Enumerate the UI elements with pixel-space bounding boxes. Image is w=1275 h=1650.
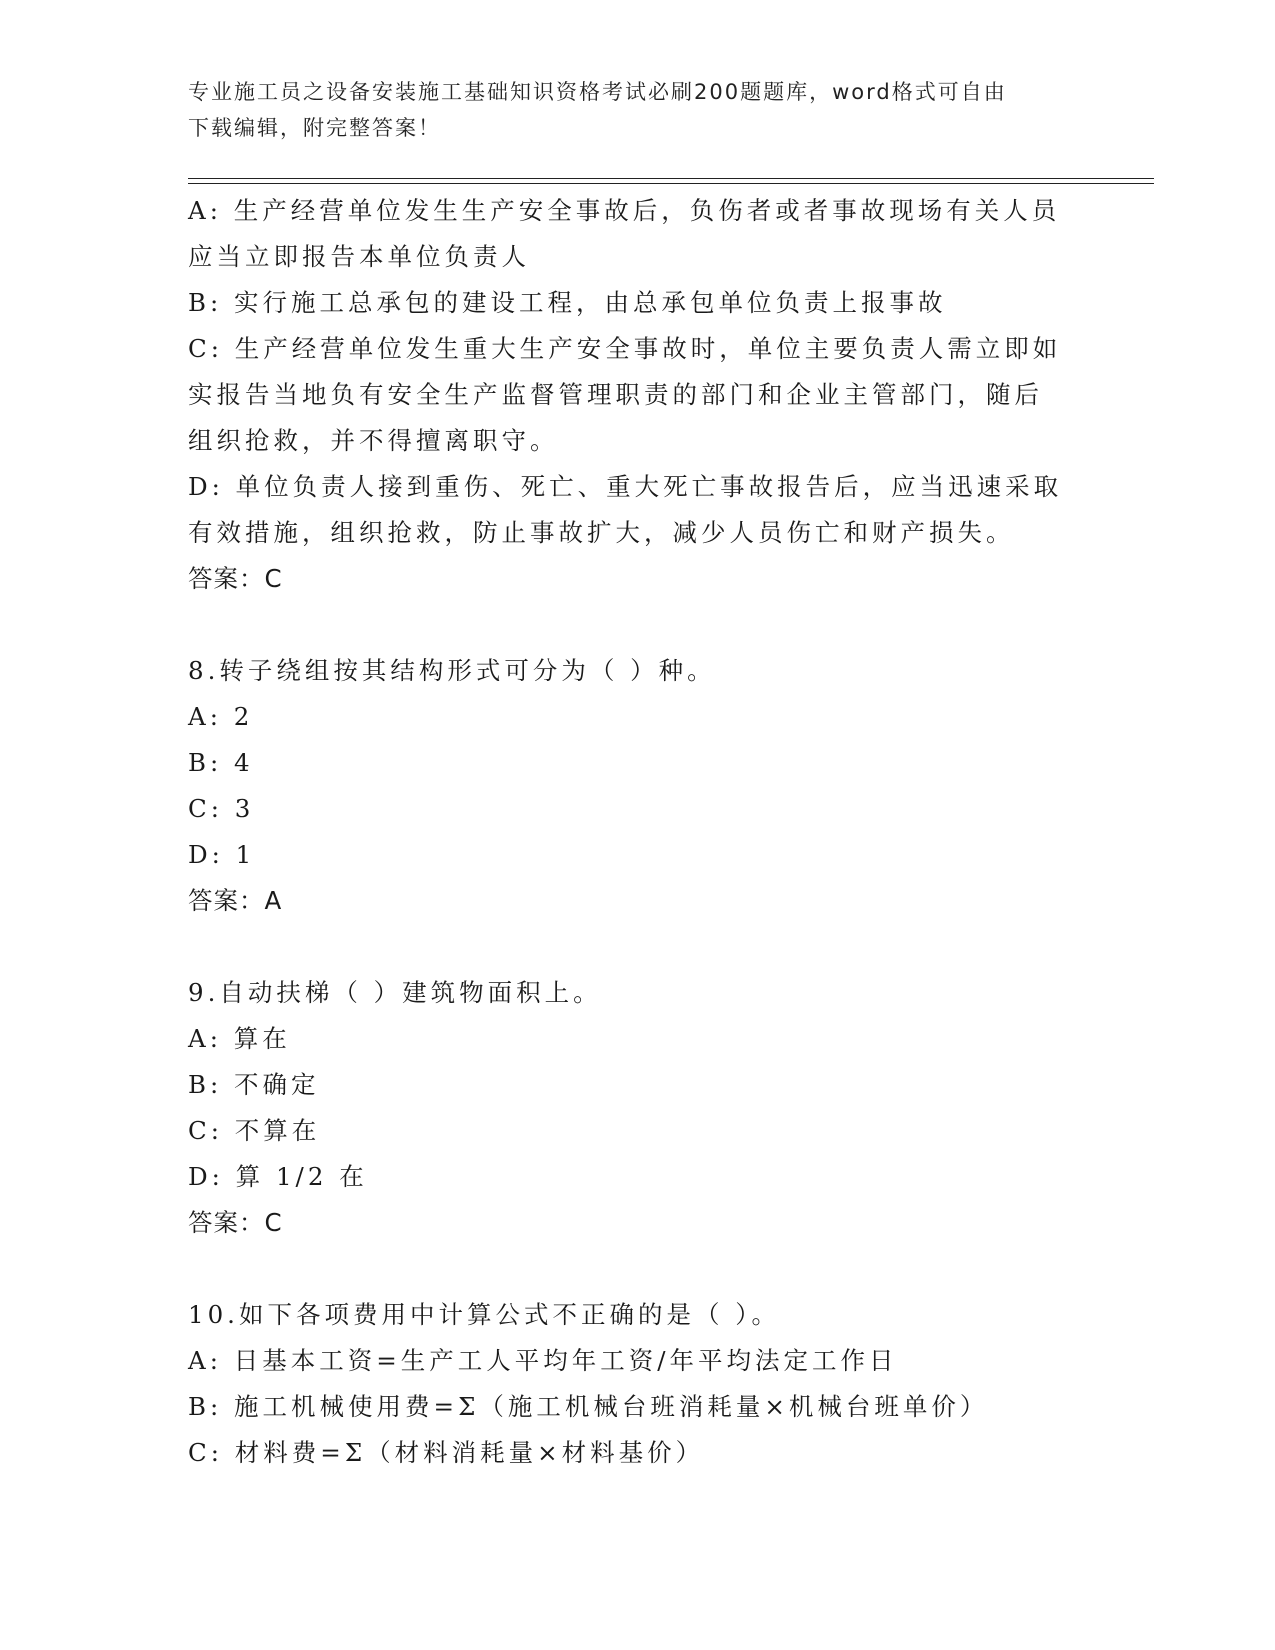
header-line-1: 专业施工员之设备安装施工基础知识资格考试必刷200题题库，word格式可自由 <box>188 80 1007 104</box>
q10-option-c: C: 材料费=Σ（材料消耗量×材料基价） <box>188 1438 705 1467</box>
document-body <box>188 188 1088 1476</box>
question-7-block <box>188 188 1088 602</box>
q8-option-b: B: 4 <box>188 748 254 777</box>
q10-question: 10.如下各项费用中计算公式不正确的是（ ）。 <box>188 1300 780 1329</box>
q8-question: 8.转子绕组按其结构形式可分为（ ）种。 <box>188 656 716 685</box>
q9-answer: 答案：C <box>188 1208 283 1237</box>
q7-option-a-line-2: 应当立即报告本单位负责人 <box>188 242 530 271</box>
q7-option-c-line-1: C: 生产经营单位发生重大生产安全事故时，单位主要负责人需立即如 <box>188 334 1062 363</box>
question-8-block <box>188 648 1088 924</box>
question-9-block <box>188 970 1088 1246</box>
header-divider-top <box>188 178 1154 179</box>
spacer <box>188 1246 1088 1292</box>
q9-option-b: B: 不确定 <box>188 1070 320 1099</box>
q7-option-d-line-2: 有效措施，组织抢救，防止事故扩大，减少人员伤亡和财产损失。 <box>188 518 1015 547</box>
q8-option-d: D: 1 <box>188 840 256 869</box>
spacer <box>188 602 1088 648</box>
spacer <box>188 924 1088 970</box>
q9-option-a: A: 算在 <box>188 1024 291 1053</box>
q7-option-d-line-1: D: 单位负责人接到重伤、死亡、重大死亡事故报告后，应当迅速采取 <box>188 472 1063 501</box>
q8-option-a: A: 2 <box>188 702 254 731</box>
q7-option-c-line-2: 实报告当地负有安全生产监督管理职责的部门和企业主管部门，随后 <box>188 380 1043 409</box>
q10-option-b: B: 施工机械使用费=Σ（施工机械台班消耗量×机械台班单价） <box>188 1392 989 1421</box>
q8-answer: 答案：A <box>188 886 283 915</box>
q7-answer: 答案：C <box>188 564 283 593</box>
document-header <box>188 74 1068 146</box>
q7-option-b: B: 实行施工总承包的建设工程，由总承包单位负责上报事故 <box>188 288 947 317</box>
q8-option-c: C: 3 <box>188 794 255 823</box>
q9-option-d: D: 算 1/2 在 <box>188 1162 368 1191</box>
q7-option-a-line-1: A: 生产经营单位发生生产安全事故后，负伤者或者事故现场有关人员 <box>188 196 1061 225</box>
q9-question: 9.自动扶梯（ ）建筑物面积上。 <box>188 978 602 1007</box>
header-line-2: 下载编辑，附完整答案！ <box>188 116 441 140</box>
q10-option-a: A: 日基本工资=生产工人平均年工资/年平均法定工作日 <box>188 1346 898 1375</box>
q9-option-c: C: 不算在 <box>188 1116 321 1145</box>
q7-option-c-line-3: 组织抢救，并不得擅离职守。 <box>188 426 559 455</box>
header-divider-bottom <box>188 183 1154 184</box>
question-10-block <box>188 1292 1088 1476</box>
